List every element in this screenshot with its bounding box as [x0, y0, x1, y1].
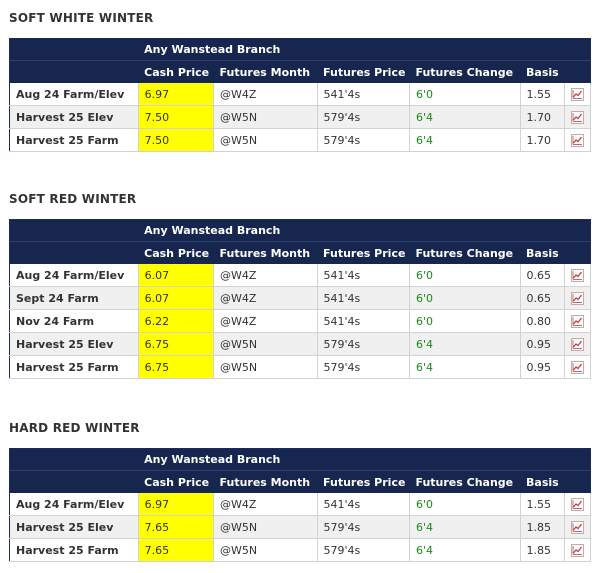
futures-month: @W5N: [214, 106, 318, 129]
cash-price-header: Cash Price: [138, 242, 213, 265]
delivery-label: Sept 24 Farm: [10, 287, 139, 310]
chart-link[interactable]: [564, 493, 590, 516]
chart-icon: [571, 521, 584, 534]
cash-price: 6.75: [138, 356, 213, 379]
futures-change-header: Futures Change: [409, 242, 520, 265]
delivery-label: Harvest 25 Farm: [10, 129, 139, 152]
basis-value: 1.55: [520, 493, 564, 516]
futures-price: 579'4s: [317, 129, 409, 152]
chart-link[interactable]: [564, 516, 590, 539]
location-header: Any Wanstead Branch: [138, 449, 590, 471]
header-blank: [10, 61, 139, 84]
cash-price-header: Cash Price: [138, 61, 213, 84]
futures-price: 579'4s: [317, 356, 409, 379]
table-row: [10, 310, 591, 333]
cash-price: 7.65: [138, 539, 213, 562]
chart-icon: [571, 315, 584, 328]
futures-change-header: Futures Change: [409, 471, 520, 494]
cash-price: 7.50: [138, 106, 213, 129]
chart-link[interactable]: [564, 83, 590, 106]
futures-month: @W4Z: [214, 83, 318, 106]
basis-value: 0.65: [520, 264, 564, 287]
futures-price: 541'4s: [317, 287, 409, 310]
chart-header: [564, 471, 590, 494]
futures-month: @W4Z: [214, 287, 318, 310]
futures-price: 541'4s: [317, 493, 409, 516]
futures-change: 6'4: [409, 516, 520, 539]
location-header: Any Wanstead Branch: [138, 39, 590, 61]
futures-change: 6'4: [409, 333, 520, 356]
futures-month-header: Futures Month: [214, 61, 318, 84]
header-blank: [10, 242, 139, 265]
table-row: [10, 356, 591, 379]
delivery-label: Harvest 25 Elev: [10, 333, 139, 356]
futures-price: 579'4s: [317, 516, 409, 539]
table-row: [10, 106, 591, 129]
grain-section: [9, 10, 591, 152]
cash-price: 6.75: [138, 333, 213, 356]
table-row: [10, 516, 591, 539]
futures-change-header: Futures Change: [409, 61, 520, 84]
cash-price-header: Cash Price: [138, 471, 213, 494]
header-blank: [10, 220, 139, 242]
delivery-label: Harvest 25 Elev: [10, 106, 139, 129]
cash-price: 7.50: [138, 129, 213, 152]
basis-value: 1.70: [520, 129, 564, 152]
futures-month-header: Futures Month: [214, 471, 318, 494]
section-title: SOFT WHITE WINTER: [9, 11, 154, 25]
futures-month: @W5N: [214, 333, 318, 356]
basis-value: 0.95: [520, 333, 564, 356]
basis-header: Basis: [520, 471, 564, 494]
chart-icon: [571, 292, 584, 305]
delivery-label: Harvest 25 Elev: [10, 516, 139, 539]
bids-table: [9, 448, 591, 562]
chart-icon: [571, 88, 584, 101]
futures-price: 579'4s: [317, 539, 409, 562]
basis-value: 1.85: [520, 539, 564, 562]
chart-link[interactable]: [564, 106, 590, 129]
cash-price: 6.22: [138, 310, 213, 333]
futures-month-header: Futures Month: [214, 242, 318, 265]
futures-price: 541'4s: [317, 83, 409, 106]
futures-change: 6'0: [409, 83, 520, 106]
futures-change: 6'0: [409, 493, 520, 516]
cash-price: 6.07: [138, 287, 213, 310]
futures-month: @W5N: [214, 129, 318, 152]
table-row: [10, 287, 591, 310]
chart-link[interactable]: [564, 333, 590, 356]
futures-change: 6'0: [409, 310, 520, 333]
futures-month: @W4Z: [214, 310, 318, 333]
delivery-label: Aug 24 Farm/Elev: [10, 83, 139, 106]
futures-change: 6'4: [409, 129, 520, 152]
chart-header: [564, 242, 590, 265]
chart-link[interactable]: [564, 129, 590, 152]
basis-value: 1.70: [520, 106, 564, 129]
chart-link[interactable]: [564, 356, 590, 379]
basis-header: Basis: [520, 61, 564, 84]
futures-change: 6'4: [409, 539, 520, 562]
futures-month: @W4Z: [214, 493, 318, 516]
delivery-label: Aug 24 Farm/Elev: [10, 264, 139, 287]
futures-change: 6'0: [409, 287, 520, 310]
basis-header: Basis: [520, 242, 564, 265]
futures-price-header: Futures Price: [317, 61, 409, 84]
basis-value: 1.55: [520, 83, 564, 106]
location-header: Any Wanstead Branch: [138, 220, 590, 242]
basis-value: 0.80: [520, 310, 564, 333]
table-row: [10, 264, 591, 287]
table-row: [10, 129, 591, 152]
futures-price-header: Futures Price: [317, 242, 409, 265]
chart-icon: [571, 111, 584, 124]
chart-icon: [571, 269, 584, 282]
header-blank: [10, 39, 139, 61]
header-blank: [10, 449, 139, 471]
futures-change: 6'4: [409, 356, 520, 379]
section-title: HARD RED WINTER: [9, 421, 140, 435]
table-row: [10, 493, 591, 516]
futures-price: 579'4s: [317, 106, 409, 129]
table-row: [10, 83, 591, 106]
futures-price-header: Futures Price: [317, 471, 409, 494]
futures-month: @W5N: [214, 539, 318, 562]
basis-value: 0.95: [520, 356, 564, 379]
chart-link[interactable]: [564, 264, 590, 287]
futures-month: @W5N: [214, 356, 318, 379]
bids-table: [9, 38, 591, 152]
futures-price: 541'4s: [317, 264, 409, 287]
table-row: [10, 539, 591, 562]
chart-header: [564, 61, 590, 84]
chart-link[interactable]: [564, 310, 590, 333]
grain-section: [9, 191, 591, 379]
delivery-label: Harvest 25 Farm: [10, 539, 139, 562]
basis-value: 1.85: [520, 516, 564, 539]
delivery-label: Nov 24 Farm: [10, 310, 139, 333]
grain-section: [9, 420, 591, 562]
table-row: [10, 333, 591, 356]
basis-value: 0.65: [520, 287, 564, 310]
cash-price: 6.97: [138, 83, 213, 106]
chart-icon: [571, 134, 584, 147]
chart-link[interactable]: [564, 287, 590, 310]
chart-icon: [571, 338, 584, 351]
bids-table: [9, 219, 591, 379]
futures-change: 6'0: [409, 264, 520, 287]
chart-icon: [571, 544, 584, 557]
chart-icon: [571, 498, 584, 511]
header-blank: [10, 471, 139, 494]
futures-change: 6'4: [409, 106, 520, 129]
chart-icon: [571, 361, 584, 374]
futures-price: 579'4s: [317, 333, 409, 356]
delivery-label: Aug 24 Farm/Elev: [10, 493, 139, 516]
futures-month: @W4Z: [214, 264, 318, 287]
chart-link[interactable]: [564, 539, 590, 562]
futures-month: @W5N: [214, 516, 318, 539]
section-title: SOFT RED WINTER: [9, 192, 137, 206]
cash-price: 7.65: [138, 516, 213, 539]
cash-price: 6.07: [138, 264, 213, 287]
futures-price: 541'4s: [317, 310, 409, 333]
cash-price: 6.97: [138, 493, 213, 516]
delivery-label: Harvest 25 Farm: [10, 356, 139, 379]
